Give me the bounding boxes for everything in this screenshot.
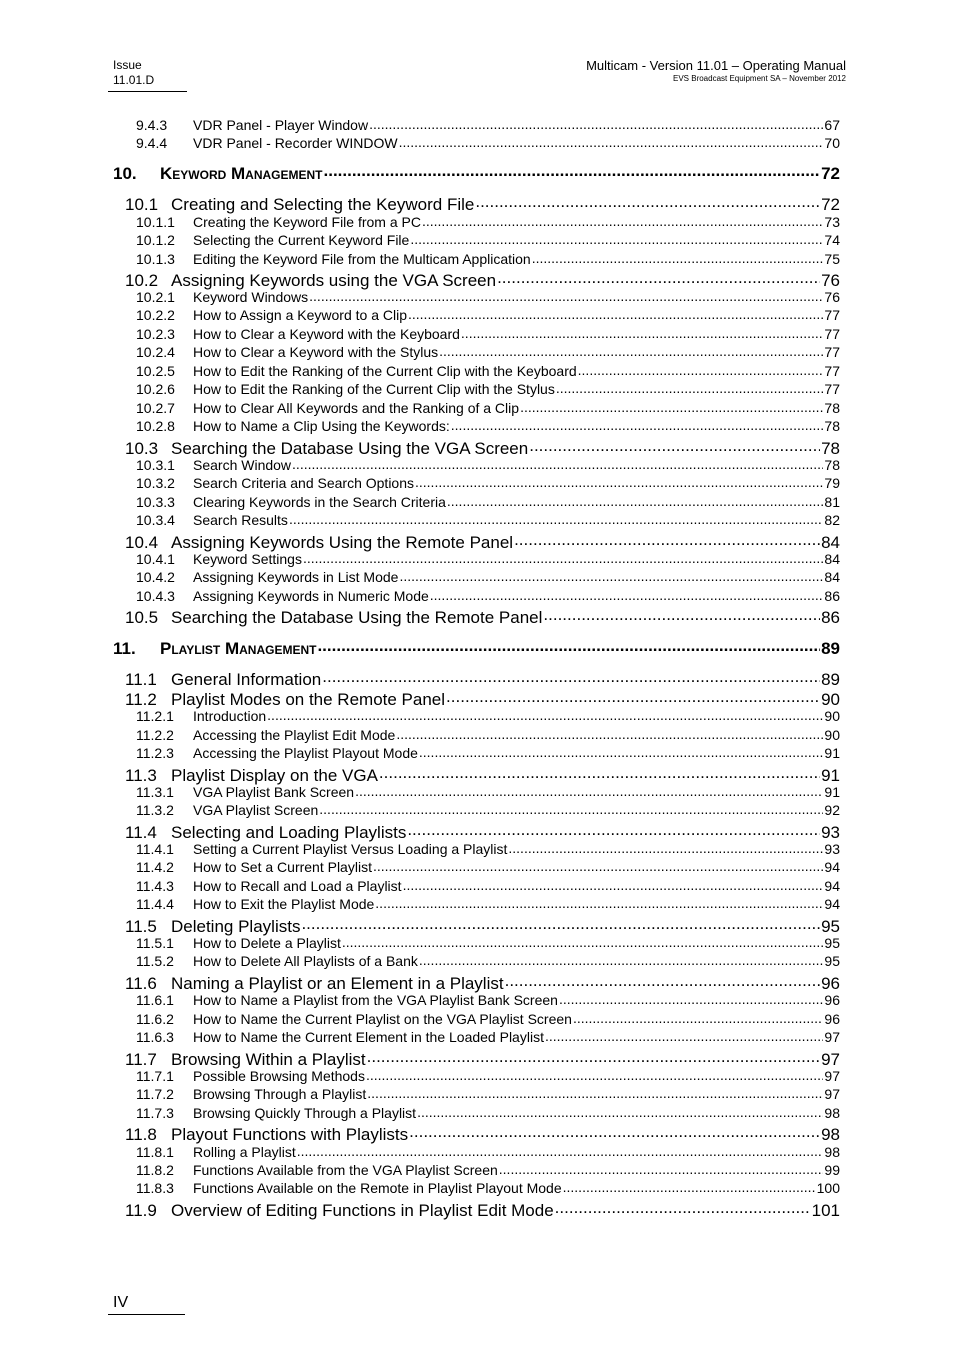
- toc-entry[interactable]: [136, 1143, 840, 1160]
- toc-entry-number: 11.5.2: [136, 953, 174, 969]
- toc-dot-leader: [309, 288, 823, 302]
- toc-dot-leader: [379, 764, 820, 781]
- toc-entry-number: 10.2.8: [136, 418, 175, 434]
- toc-entry-number: 10.1.1: [136, 214, 175, 230]
- toc-dot-leader: [555, 1199, 811, 1216]
- toc-dot-leader: [417, 1104, 823, 1118]
- toc-dot-leader: [367, 1048, 820, 1065]
- toc-entry[interactable]: [136, 1010, 840, 1027]
- toc-entry-page: 76: [821, 271, 840, 290]
- toc-entry-title: Overview of Editing Functions in Playlist Edit Mode: [171, 1201, 554, 1220]
- toc-entry-page: 90: [821, 690, 840, 709]
- toc-dot-leader: [563, 1179, 816, 1193]
- toc-entry-page: 86: [824, 588, 840, 604]
- toc-entry-title: Functions Available on the Remote in Playlist Playout Mode: [193, 1180, 562, 1196]
- toc-entry-page: 97: [824, 1068, 840, 1084]
- toc-dot-leader: [297, 1143, 824, 1157]
- toc-dot-leader: [367, 1085, 823, 1099]
- document-subtitle: EVS Broadcast Equipment SA – November 2012: [673, 74, 846, 83]
- toc-entry-title: How to Name the Current Element in the Loaded Playlist: [193, 1029, 544, 1045]
- toc-entry-number: 11.7.1: [136, 1068, 174, 1084]
- toc-entry-page: 98: [821, 1125, 840, 1144]
- toc-entry-page: 78: [824, 418, 840, 434]
- toc-entry-number: 11.4.4: [136, 896, 174, 912]
- toc-dot-leader: [439, 343, 823, 357]
- toc-entry-number: 11.8.1: [136, 1144, 174, 1160]
- toc-entry-title: Searching the Database Using the Remote Panel: [171, 608, 543, 627]
- toc-dot-leader: [451, 417, 824, 431]
- toc-entry-page: 70: [824, 135, 840, 151]
- toc-entry-page: 93: [824, 841, 840, 857]
- toc-entry-number: 10.1.2: [136, 232, 175, 248]
- toc-entry-page: 67: [824, 117, 840, 133]
- toc-entry-page: 72: [821, 195, 840, 214]
- toc-entry-title: Search Criteria and Search Options: [193, 475, 414, 491]
- toc-entry-number: 11.2.1: [136, 708, 174, 724]
- toc-dot-leader: [324, 162, 821, 179]
- toc-dot-leader: [267, 707, 823, 721]
- toc-dot-leader: [415, 474, 823, 488]
- toc-entry-page: 95: [821, 917, 840, 936]
- toc-entry-title: Search Results: [193, 512, 288, 528]
- toc-entry-title: Creating the Keyword File from a PC: [193, 214, 421, 230]
- toc-entry[interactable]: [136, 568, 840, 585]
- toc-entry-number: 11.7: [125, 1050, 157, 1069]
- toc-entry[interactable]: [136, 362, 840, 379]
- toc-entry-title: Deleting Playlists: [171, 917, 301, 936]
- toc-dot-leader: [543, 606, 820, 623]
- toc-dot-leader: [514, 531, 820, 548]
- toc-dot-leader: [375, 895, 823, 909]
- toc-entry-page: 93: [821, 823, 840, 842]
- toc-dot-leader: [532, 250, 824, 264]
- toc-entry-title: Accessing the Playlist Playout Mode: [193, 745, 418, 761]
- toc-entry-number: 11.4.2: [136, 859, 174, 875]
- toc-entry-page: 94: [824, 896, 840, 912]
- toc-entry-number: 11.8.2: [136, 1162, 174, 1178]
- issue-number: 11.01.D: [113, 73, 155, 87]
- toc-entry-page: 73: [824, 214, 840, 230]
- toc-entry-title: How to Recall and Load a Playlist: [193, 878, 402, 894]
- document-title: Multicam - Version 11.01 – Operating Manual: [586, 58, 846, 73]
- toc-dot-leader: [303, 550, 823, 564]
- toc-entry-number: 10.3: [125, 439, 159, 458]
- toc-entry-number: 10.3.2: [136, 475, 175, 491]
- toc-dot-leader: [545, 1028, 823, 1042]
- toc-entry-page: 78: [824, 400, 840, 416]
- toc-entry-number: 10.1: [125, 195, 159, 214]
- toc-entry-number: 10.5: [125, 608, 159, 627]
- toc-entry-page: 98: [824, 1144, 840, 1160]
- toc-dot-leader: [559, 991, 823, 1005]
- toc-entry-page: 97: [824, 1029, 840, 1045]
- toc-entry[interactable]: [113, 637, 840, 659]
- toc-entry[interactable]: [136, 134, 840, 151]
- toc-entry-page: 74: [824, 232, 840, 248]
- toc-entry-number: 11.8.3: [136, 1180, 174, 1196]
- toc-entry[interactable]: [136, 1028, 840, 1045]
- toc-entry-title: Keyword Windows: [193, 289, 309, 305]
- toc-entry-page: 98: [824, 1105, 840, 1121]
- toc-entry-number: 11.2.2: [136, 727, 174, 743]
- toc-entry-number: 11.1: [125, 670, 157, 689]
- toc-dot-leader: [578, 362, 824, 376]
- toc-entry[interactable]: [136, 726, 840, 743]
- toc-entry-title: How to Clear All Keywords and the Ranking of a Clip: [193, 400, 520, 416]
- toc-entry-title: Browsing Through a Playlist: [193, 1086, 367, 1102]
- toc-entry-title: Accessing the Playlist Edit Mode: [193, 727, 396, 743]
- toc-entry-title: Naming a Playlist or an Element in a Playlist: [171, 974, 504, 993]
- toc-dot-leader: [342, 934, 824, 948]
- toc-entry-number: 10.2.3: [136, 326, 175, 342]
- toc-dot-leader: [573, 1010, 823, 1024]
- toc-entry-number: 11.9: [125, 1201, 157, 1220]
- toc-entry-number: 11.7.2: [136, 1086, 174, 1102]
- toc-dot-leader: [446, 688, 820, 705]
- toc-dot-leader: [505, 972, 820, 989]
- toc-entry-page: 77: [824, 307, 840, 323]
- toc-entry[interactable]: [136, 1104, 840, 1121]
- toc-entry-title: How to Delete a Playlist: [193, 935, 341, 951]
- toc-entry-page: 84: [821, 533, 840, 552]
- issue-block: [113, 58, 154, 88]
- toc-entry-number: 11.6.3: [136, 1029, 174, 1045]
- toc-entry-title: How to Assign a Keyword to a Clip: [193, 307, 407, 323]
- toc-entry[interactable]: [136, 493, 840, 510]
- toc-entry-page: 77: [824, 326, 840, 342]
- toc-entry[interactable]: [125, 668, 840, 690]
- toc-entry-page: 94: [824, 859, 840, 875]
- toc-entry-page: 79: [824, 475, 840, 491]
- toc-dot-leader: [508, 840, 823, 854]
- toc-dot-leader: [497, 269, 820, 286]
- toc-entry-title: Editing the Keyword File from the Multicam Application: [193, 251, 531, 267]
- toc-dot-leader: [317, 637, 820, 654]
- toc-entry[interactable]: [136, 840, 840, 857]
- toc-entry[interactable]: [136, 991, 840, 1008]
- toc-entry-number: 11.: [113, 639, 136, 658]
- toc-entry[interactable]: [136, 288, 840, 305]
- toc-entry-title: How to Clear a Keyword with the Keyboard: [193, 326, 460, 342]
- toc-entry[interactable]: [125, 1123, 840, 1145]
- toc-entry-title: VGA Playlist Bank Screen: [193, 784, 355, 800]
- toc-entry-title: How to Clear a Keyword with the Stylus: [193, 344, 439, 360]
- toc-dot-leader: [419, 744, 824, 758]
- toc-dot-leader: [520, 399, 823, 413]
- issue-label: Issue: [113, 58, 142, 72]
- toc-entry-title: Keyword Settings: [193, 551, 302, 567]
- toc-entry-number: 11.5.1: [136, 935, 174, 951]
- toc-entry[interactable]: [136, 1161, 840, 1178]
- toc-entry[interactable]: [125, 193, 840, 215]
- toc-entry[interactable]: [136, 511, 840, 528]
- toc-dot-leader: [419, 952, 824, 966]
- toc-entry-page: 95: [824, 935, 840, 951]
- toc-entry-title: How to Name a Playlist from the VGA Playlist Bank Screen: [193, 992, 558, 1008]
- toc-dot-leader: [461, 325, 824, 339]
- toc-dot-leader: [447, 493, 824, 507]
- toc-entry-page: 96: [821, 974, 840, 993]
- toc-dot-leader: [408, 306, 823, 320]
- toc-entry-number: 11.3.1: [136, 784, 174, 800]
- toc-entry-number: 11.6.1: [136, 992, 174, 1008]
- toc-entry[interactable]: [136, 877, 840, 894]
- toc-dot-leader: [409, 1123, 820, 1140]
- toc-entry-page: 82: [824, 512, 840, 528]
- toc-entry-page: 77: [824, 344, 840, 360]
- toc-entry[interactable]: [136, 550, 840, 567]
- toc-entry-title: How to Edit the Ranking of the Current Clip with the Stylus: [193, 381, 555, 397]
- toc-entry-page: 95: [824, 953, 840, 969]
- toc-entry-title: Playout Functions with Playlists: [171, 1125, 409, 1144]
- toc-entry[interactable]: [136, 456, 840, 473]
- toc-entry-number: 10.4.2: [136, 569, 175, 585]
- header-title-block: [586, 58, 846, 84]
- toc-entry-title: Browsing Quickly Through a Playlist: [193, 1105, 417, 1121]
- toc-entry-title: How to Name a Clip Using the Keywords:: [193, 418, 450, 434]
- toc-entry-title: How to Name the Current Playlist on the VGA Playlist Screen: [193, 1011, 572, 1027]
- toc-entry[interactable]: [136, 783, 840, 800]
- toc-dot-leader: [399, 568, 823, 582]
- toc-dot-leader: [292, 456, 823, 470]
- toc-entry-number: 10.2.7: [136, 400, 175, 416]
- toc-entry[interactable]: [136, 417, 840, 434]
- toc-entry-page: 94: [824, 878, 840, 894]
- toc-entry-title: Playlist Management: [160, 639, 317, 658]
- toc-entry-page: 89: [821, 639, 840, 658]
- toc-entry-number: 11.6: [125, 974, 157, 993]
- toc-entry-title: Rolling a Playlist: [193, 1144, 296, 1160]
- toc-entry-title: Assigning Keywords using the VGA Screen: [171, 271, 497, 290]
- toc-entry-title: VDR Panel - Recorder WINDOW: [193, 135, 398, 151]
- toc-entry-page: 75: [824, 251, 840, 267]
- toc-entry-title: Possible Browsing Methods: [193, 1068, 365, 1084]
- toc-entry-title: How to Edit the Ranking of the Current Clip with the Keyboard: [193, 363, 577, 379]
- toc-entry-number: 11.5: [125, 917, 157, 936]
- toc-entry[interactable]: [136, 474, 840, 491]
- toc-entry-title: How to Exit the Playlist Mode: [193, 896, 375, 912]
- toc-entry-number: 11.2: [125, 690, 157, 709]
- toc-entry-number: 11.3.2: [136, 802, 174, 818]
- toc-entry[interactable]: [136, 213, 840, 230]
- toc-entry[interactable]: [136, 952, 840, 969]
- toc-entry-title: How to Set a Current Playlist: [193, 859, 372, 875]
- toc-dot-leader: [403, 877, 824, 891]
- toc-entry-title: Browsing Within a Playlist: [171, 1050, 366, 1069]
- toc-entry-number: 10.3.4: [136, 512, 175, 528]
- toc-entry-page: 76: [824, 289, 840, 305]
- toc-entry-page: 78: [824, 457, 840, 473]
- toc-entry[interactable]: [125, 606, 840, 628]
- toc-dot-leader: [289, 511, 823, 525]
- toc-entry-number: 11.8: [125, 1125, 157, 1144]
- toc-entry[interactable]: [136, 250, 840, 267]
- toc-dot-leader: [556, 380, 824, 394]
- toc-entry-page: 77: [824, 381, 840, 397]
- toc-entry-number: 10.3.1: [136, 457, 175, 473]
- toc-dot-leader: [301, 915, 820, 932]
- toc-dot-leader: [422, 213, 823, 227]
- toc-entry-page: 81: [824, 494, 840, 510]
- toc-entry-page: 96: [824, 1011, 840, 1027]
- toc-entry-page: 91: [824, 745, 840, 761]
- toc-entry-number: 11.4: [125, 823, 157, 842]
- toc-entry-number: 10.2.4: [136, 344, 175, 360]
- toc-entry-title: Creating and Selecting the Keyword File: [171, 195, 475, 214]
- toc-entry-page: 97: [824, 1086, 840, 1102]
- toc-dot-leader: [355, 783, 823, 797]
- toc-dot-leader: [369, 116, 823, 130]
- toc-entry-title: Clearing Keywords in the Search Criteria: [193, 494, 446, 510]
- toc-dot-leader: [499, 1161, 824, 1175]
- toc-entry-number: 10.1.3: [136, 251, 175, 267]
- toc-dot-leader: [475, 193, 820, 210]
- toc-entry-number: 10.2: [125, 271, 159, 290]
- toc-entry-title: VGA Playlist Screen: [193, 802, 319, 818]
- toc-entry-title: Selecting the Current Keyword File: [193, 232, 410, 248]
- toc-entry-number: 9.4.3: [136, 117, 168, 133]
- toc-dot-leader: [366, 1067, 823, 1081]
- toc-entry-title: Selecting and Loading Playlists: [171, 823, 407, 842]
- toc-entry-page: 101: [811, 1201, 840, 1220]
- toc-entry-page: 92: [824, 802, 840, 818]
- toc-entry-title: Functions Available from the VGA Playlist Screen: [193, 1162, 498, 1178]
- toc-entry-number: 10.3.3: [136, 494, 175, 510]
- toc-entry-title: Playlist Display on the VGA: [171, 766, 378, 785]
- toc-entry-number: 11.4.1: [136, 841, 174, 857]
- toc-entry-page: 78: [821, 439, 840, 458]
- toc-entry-number: 11.6.2: [136, 1011, 174, 1027]
- toc-entry[interactable]: [136, 707, 840, 724]
- toc-entry-page: 84: [824, 569, 840, 585]
- toc-entry[interactable]: [136, 231, 840, 248]
- toc-entry-page: 99: [824, 1162, 840, 1178]
- toc-entry[interactable]: [136, 858, 840, 875]
- toc-dot-leader: [319, 801, 823, 815]
- toc-dot-leader: [322, 668, 820, 685]
- toc-entry-number: 10.4: [125, 533, 159, 552]
- toc-entry-number: 10.4.1: [136, 551, 175, 567]
- toc-entry-page: 84: [824, 551, 840, 567]
- toc-entry-number: 11.2.3: [136, 745, 174, 761]
- toc-entry[interactable]: [136, 325, 840, 342]
- toc-entry-title: VDR Panel - Player Window: [193, 117, 369, 133]
- toc-dot-leader: [396, 726, 823, 740]
- toc-entry-page: 89: [821, 670, 840, 689]
- toc-entry-title: Introduction: [193, 708, 267, 724]
- toc-dot-leader: [399, 134, 824, 148]
- toc-entry-title: Keyword Management: [160, 164, 323, 183]
- toc-entry-title: Assigning Keywords in List Mode: [193, 569, 399, 585]
- toc-entry-number: 10.2.6: [136, 381, 175, 397]
- toc-entry-title: General Information: [171, 670, 322, 689]
- toc-entry-title: Search Window: [193, 457, 292, 473]
- toc-entry-page: 86: [821, 608, 840, 627]
- page-number: IV: [113, 1294, 129, 1311]
- toc-entry[interactable]: [136, 934, 840, 951]
- toc-entry[interactable]: [113, 162, 840, 184]
- toc-entry-page: 90: [824, 727, 840, 743]
- toc-entry-page: 91: [824, 784, 840, 800]
- toc-entry-title: Searching the Database Using the VGA Screen: [171, 439, 529, 458]
- toc-entry[interactable]: [136, 587, 840, 604]
- toc-entry-page: 100: [816, 1180, 840, 1196]
- toc-entry[interactable]: [136, 399, 840, 416]
- toc-entry-number: 11.7.3: [136, 1105, 174, 1121]
- toc-entry[interactable]: [136, 744, 840, 761]
- toc-entry-number: 11.3: [125, 766, 157, 785]
- toc-entry-page: 91: [821, 766, 840, 785]
- toc-entry-page: 72: [821, 164, 840, 183]
- toc-entry[interactable]: [136, 343, 840, 360]
- toc-entry[interactable]: [136, 116, 840, 133]
- toc-entry-number: 10.2.1: [136, 289, 175, 305]
- toc-entry-number: 10.2.2: [136, 307, 175, 323]
- toc-dot-leader: [430, 587, 824, 601]
- toc-entry-page: 96: [824, 992, 840, 1008]
- toc-entry[interactable]: [136, 1067, 840, 1084]
- toc-entry-title: Assigning Keywords in Numeric Mode: [193, 588, 429, 604]
- toc-entry[interactable]: [136, 306, 840, 323]
- footer-divider: [108, 1314, 185, 1315]
- toc-entry[interactable]: [136, 801, 840, 818]
- toc-entry-number: 10.4.3: [136, 588, 175, 604]
- toc-dot-leader: [407, 821, 820, 838]
- toc-dot-leader: [410, 231, 823, 245]
- toc-entry-page: 77: [824, 363, 840, 379]
- toc-entry[interactable]: [125, 1199, 840, 1221]
- toc-entry-number: 11.4.3: [136, 878, 174, 894]
- toc-entry-page: 97: [821, 1050, 840, 1069]
- toc-entry-number: 10.2.5: [136, 363, 175, 379]
- toc-dot-leader: [529, 437, 820, 454]
- toc-entry-number: 9.4.4: [136, 135, 168, 151]
- toc-entry-title: Setting a Current Playlist Versus Loading a Playlist: [193, 841, 508, 857]
- header-divider: [108, 91, 187, 92]
- toc-entry-title: Assigning Keywords Using the Remote Panel: [171, 533, 514, 552]
- toc-entry-number: 10.: [113, 164, 137, 183]
- toc-entry-title: How to Delete All Playlists of a Bank: [193, 953, 418, 969]
- toc-entry-page: 90: [824, 708, 840, 724]
- toc-entry[interactable]: [136, 1179, 840, 1196]
- toc-dot-leader: [373, 858, 823, 872]
- toc-entry-title: Playlist Modes on the Remote Panel: [171, 690, 446, 709]
- toc-entry[interactable]: [136, 895, 840, 912]
- toc-entry[interactable]: [136, 1085, 840, 1102]
- toc-entry[interactable]: [136, 380, 840, 397]
